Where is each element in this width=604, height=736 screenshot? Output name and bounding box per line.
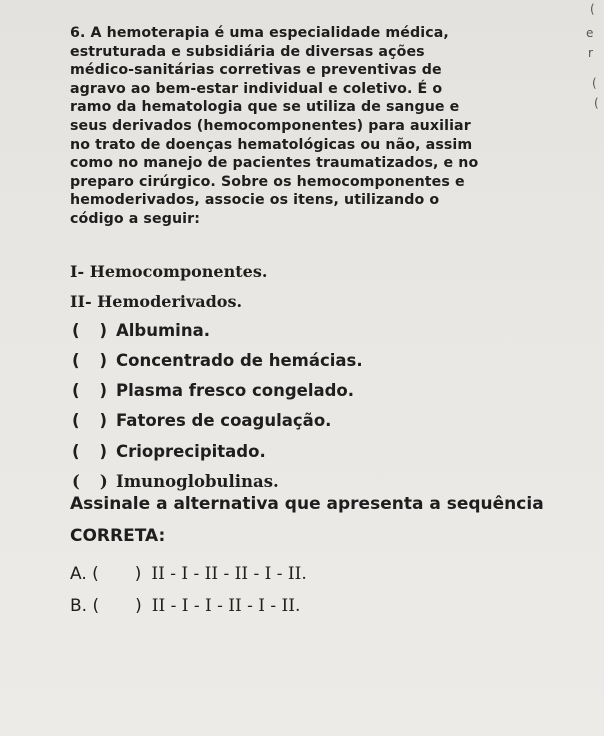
- margin-mark: (: [590, 2, 595, 16]
- code-hemoderivados: II- Hemoderivados.: [70, 292, 243, 311]
- alternative-sequence: II - I - I - II - I - II.: [151, 596, 301, 616]
- instruction-text: Assinale a alternativa que apresenta a sequência: [70, 494, 544, 514]
- question-line: 6. A hemoterapia é uma especialidade médica,: [70, 25, 449, 41]
- alternative-close: ): [135, 596, 142, 616]
- item-label: Fatores de coagulação.: [116, 411, 332, 430]
- question-line: médico-sanitárias corretivas e preventivas de: [70, 62, 442, 79]
- alternative-letter: A. (: [70, 564, 99, 584]
- question-line: estruturada e subsidiária de diversas ações: [70, 43, 425, 60]
- item-label: Crioprecipitado.: [116, 442, 266, 461]
- question-line: agravo ao bem-estar individual e coletivo. É o: [70, 80, 443, 97]
- question-text: [70, 24, 570, 229]
- item-crioprecipitado: [72, 442, 266, 461]
- item-label: Imunoglobulinas.: [116, 472, 279, 491]
- question-line: seus derivados (hemocomponentes) para auxiliar: [70, 117, 471, 134]
- margin-mark: (: [592, 76, 597, 90]
- answer-blank[interactable]: ( ): [72, 472, 108, 491]
- answer-blank[interactable]: ( ): [72, 351, 108, 370]
- alternative-a[interactable]: [70, 564, 307, 584]
- item-concentrado-hemacias: [72, 351, 363, 370]
- alternative-letter: B. (: [70, 596, 100, 616]
- item-plasma-fresco: [72, 381, 354, 400]
- alternative-sequence: II - I - II - II - I - II.: [151, 564, 307, 584]
- item-albumina: [72, 321, 210, 340]
- question-line: preparo cirúrgico. Sobre os hemocomponentes e: [70, 173, 465, 190]
- margin-mark: (: [594, 96, 599, 110]
- question-line: no trato de doenças hematológicas ou não, assim: [70, 136, 473, 153]
- question-line: hemoderivados, associe os itens, utilizando o: [70, 192, 440, 209]
- item-label: Concentrado de hemácias.: [116, 351, 363, 370]
- question-line: código a seguir:: [70, 210, 200, 227]
- item-label: Plasma fresco congelado.: [116, 381, 355, 400]
- item-fatores-coagulacao: [72, 411, 331, 430]
- alternative-close: ): [134, 564, 142, 584]
- question-line: ramo da hematologia que se utiliza de sangue e: [70, 99, 460, 116]
- item-imunoglobulinas: [72, 472, 279, 491]
- answer-blank[interactable]: ( ): [72, 411, 108, 430]
- correct-label: CORRETA:: [70, 526, 166, 546]
- margin-mark: e: [586, 26, 594, 40]
- question-line: como no manejo de pacientes traumatizados, e no: [70, 155, 479, 172]
- item-label: Albumina.: [116, 321, 210, 340]
- margin-mark: r: [588, 46, 593, 60]
- alternative-b[interactable]: [70, 596, 300, 616]
- answer-blank[interactable]: ( ): [72, 321, 108, 340]
- answer-blank[interactable]: ( ): [72, 381, 108, 400]
- answer-blank[interactable]: ( ): [72, 442, 108, 461]
- code-hemocomponentes: I- Hemocomponentes.: [70, 262, 268, 281]
